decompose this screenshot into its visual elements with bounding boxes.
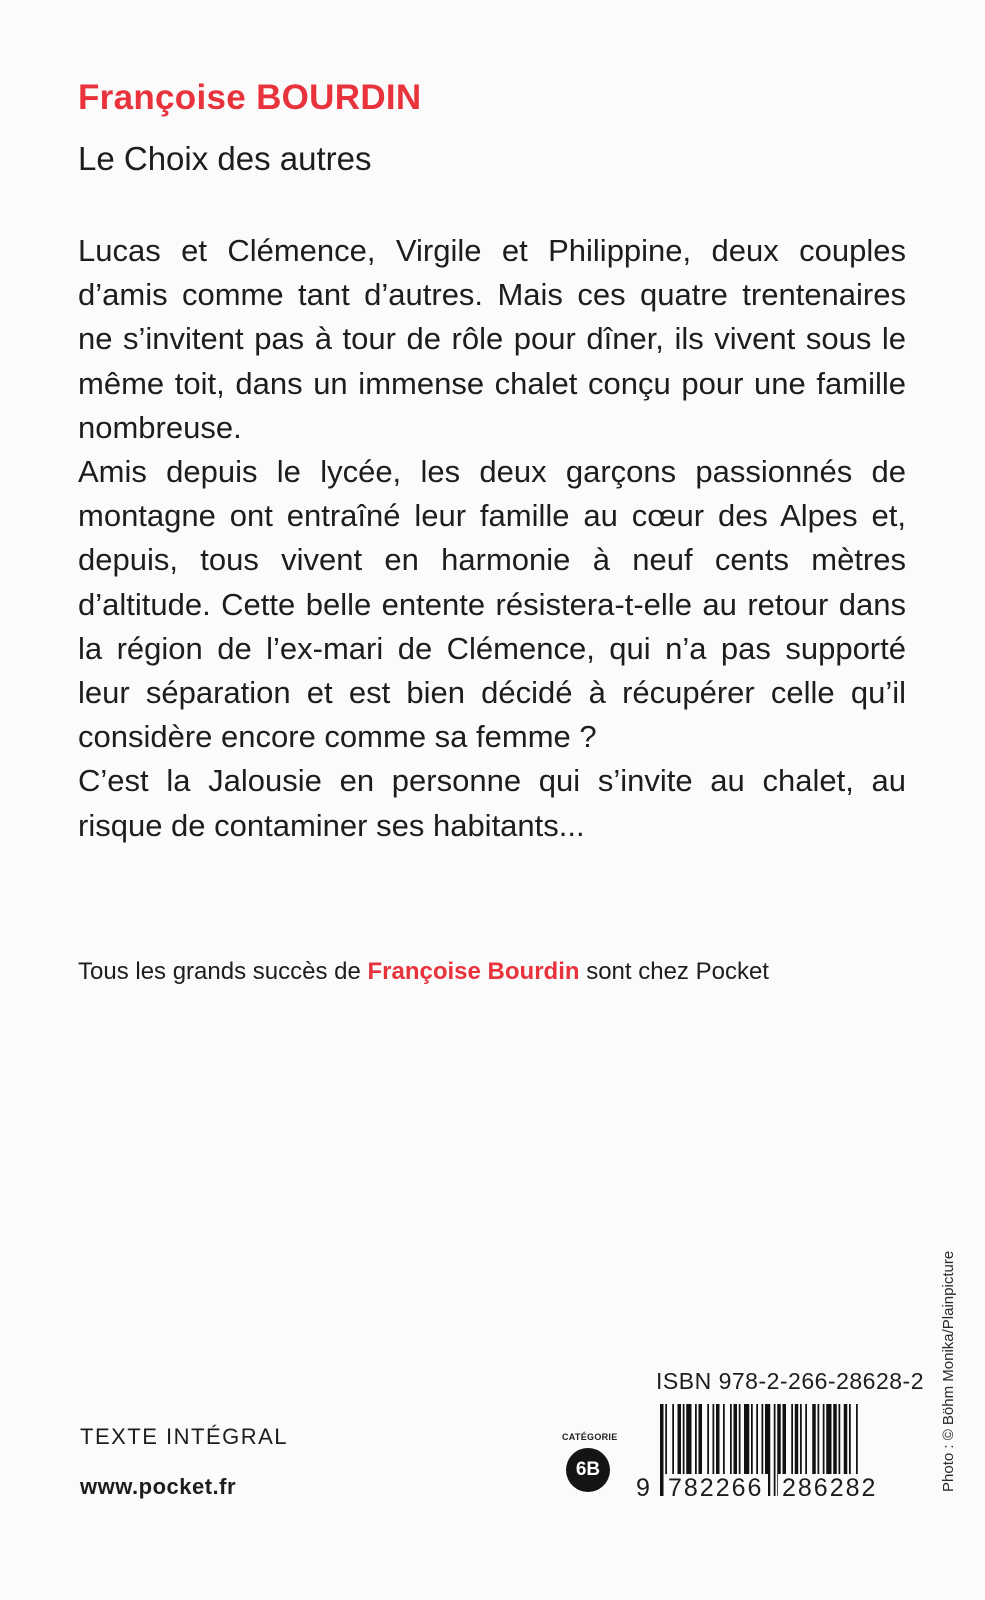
barcode-digits xyxy=(636,1474,910,1508)
promo-text-after: sont chez Pocket xyxy=(586,958,769,985)
promo-author-highlight: Françoise Bourdin xyxy=(367,958,580,985)
isbn-number: ISBN 978-2-266-28628-2 xyxy=(656,1368,924,1394)
barcode-digit-first: 9 xyxy=(636,1474,650,1502)
summary-paragraph: Amis depuis le lycée, les deux garçons passionnés de montagne ont entraîné leur famille au cœur des Alpes et, depuis, tous vivent en harmonie à neuf cents mètres d’altitude. Cette belle entente résistera-t-elle au retour dans la région de l’ex-mari de Clémence, qui n’a pas supporté leur séparation et est bien décidé à récupérer celle qu’il considère encore comme sa femme ? xyxy=(78,454,906,755)
category-label: CATÉGORIE xyxy=(562,1432,618,1442)
author-name: Françoise BOURDIN xyxy=(78,78,422,117)
publisher-website: www.pocket.fr xyxy=(80,1474,237,1499)
category-badge: 6B xyxy=(566,1448,610,1492)
book-summary xyxy=(78,229,906,848)
barcode-digits-left: 782266 xyxy=(664,1474,768,1503)
summary-paragraph: Lucas et Clémence, Virgile et Philippine, deux couples d’amis comme tant d’autres. Mais ces quatre trentenaires ne s’invitent pas à tour de rôle pour dîner, ils vivent sous le même toit, dans un immense chalet conçu pour une famille nombreuse. xyxy=(78,233,906,445)
barcode-digits-right: 286282 xyxy=(778,1474,890,1503)
photo-credit: Photo : © Böhm Monika/Plainpicture xyxy=(940,1250,957,1492)
summary-paragraph: C’est la Jalousie en personne qui s’invite au chalet, au risque de contaminer ses habitants... xyxy=(78,763,906,843)
promo-text-before: Tous les grands succès de xyxy=(78,958,361,985)
book-title: Le Choix des autres xyxy=(78,140,372,177)
publisher-promo-line xyxy=(78,958,769,986)
texte-integral-label: TEXTE INTÉGRAL xyxy=(80,1424,289,1449)
